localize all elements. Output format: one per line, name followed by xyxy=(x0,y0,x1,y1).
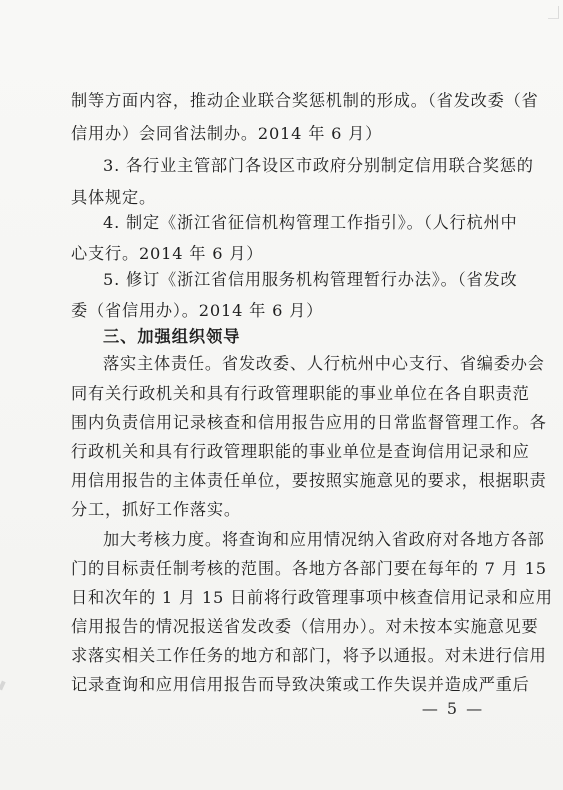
body-line-10: 落实主体责任。省发改委、人行杭州中心支行、省编委办会 xyxy=(103,354,545,373)
body-line-3: 3. 各行业主管部门各设区市政府分别制定信用联合奖惩的 xyxy=(103,156,534,175)
body-line-1: 制等方面内容，推动企业联合奖惩机制的形成。（省发改委（省 xyxy=(71,91,539,110)
body-line-7: 5. 修订《浙江省信用服务机构管理暂行办法》。（省发改 xyxy=(103,270,518,289)
scan-speck xyxy=(0,681,6,691)
body-line-5: 4. 制定《浙江省征信机构管理工作指引》。（人行杭州中 xyxy=(103,213,518,232)
body-line-13: 行政机关和具有行政管理职能的事业单位是查询信用记录和应 xyxy=(71,442,530,461)
body-line-20: 求落实相关工作任务的地方和部门，将予以通报。对未进行信用 xyxy=(71,646,547,665)
page-number: — 5 — xyxy=(421,699,485,718)
page-corner-mark xyxy=(548,6,559,19)
body-line-19: 信用报告的情况报送省发改委（信用办）。对未按本实施意见要 xyxy=(71,617,539,636)
body-line-6: 心支行。2014 年 6 月） xyxy=(71,244,264,263)
body-line-11: 同有关行政机关和具有行政管理职能的事业单位在各自职责范 xyxy=(71,384,530,403)
body-line-8: 委（省信用办）。2014 年 6 月） xyxy=(71,301,324,320)
body-line-15: 分工，抓好工作落实。 xyxy=(71,500,241,519)
body-line-18: 日和次年的 1 月 15 日前将行政管理事项中核查信用记录和应用 xyxy=(71,588,553,607)
section-heading: 三、加强组织领导 xyxy=(103,327,241,346)
body-line-21: 记录查询和应用信用报告而导致决策或工作失误并造成严重后 xyxy=(71,675,530,694)
body-line-4: 具体规定。 xyxy=(71,188,156,207)
body-line-12: 围内负责信用记录核查和信用报告应用的日常监督管理工作。各 xyxy=(71,413,547,432)
body-line-2: 信用办）会同省法制办。2014 年 6 月） xyxy=(71,124,383,143)
body-line-14: 用信用报告的主体责任单位，要按照实施意见的要求，根据职责 xyxy=(71,471,547,490)
body-line-16: 加大考核力度。将查询和应用情况纳入省政府对各地方各部 xyxy=(103,530,545,549)
body-line-17: 门的目标责任制考核的范围。各地方各部门要在每年的 7 月 15 xyxy=(71,559,547,578)
